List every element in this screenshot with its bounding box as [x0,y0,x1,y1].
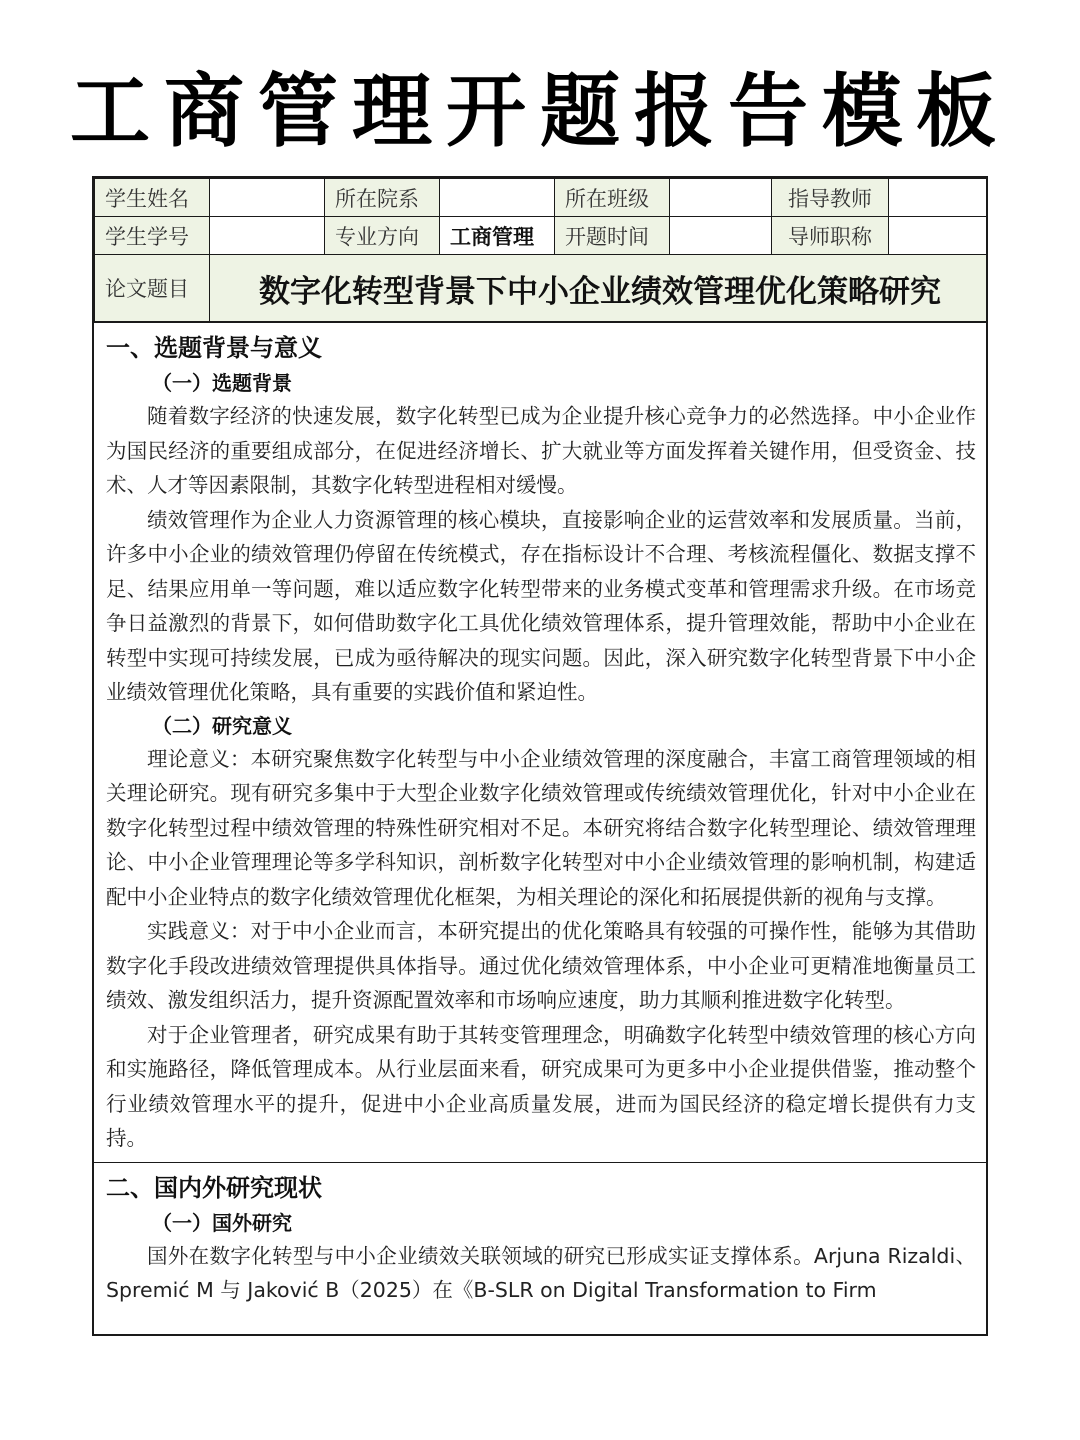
college-label: 所在院系 [325,179,440,217]
paragraph: 国外在数字化转型与中小企业绩效关联领域的研究已形成实证支撑体系。Arjuna Rizaldi、Spremić M 与 Jaković B（2025）在《B-SLR on Digital Transformation to Firm [106,1243,976,1302]
advisor-label: 指导教师 [772,179,889,217]
paragraph: 绩效管理作为企业人力资源管理的核心模块，直接影响企业的运营效率和发展质量。当前，许多中小企业的绩效管理仍停留在传统模式，存在指标设计不合理、考核流程僵化、数据支撑不足、结果应用单一等问题，难以适应数字化转型带来的业务模式变革和管理需求升级。在市场竞争日益激烈的背景下，如何借助数字化工具优化绩效管理体系，提升管理效能，帮助中小企业在转型中实现可持续发展，已成为亟待解决的现实问题。因此，深入研究数字化转型背景下中小企业绩效管理优化策略，具有重要的实践价值和紧迫性。 [106,507,976,704]
info-table [94,178,988,322]
class-label: 所在班级 [555,179,670,217]
page-title: 工商管理开题报告模板 [70,65,1010,158]
thesis-row [95,255,989,322]
paragraph: 对于企业管理者，研究成果有助于其转变管理理念，明确数字化转型中绩效管理的核心方向和实施路径，降低管理成本。从行业层面来看，研究成果可为更多中小企业提供借鉴，推动整个行业绩效管理水平的提升，促进中小企业高质量发展，进而为国民经济的稳定增长提供有力支持。 [106,1022,976,1150]
date-label: 开题时间 [555,217,670,255]
date-field[interactable] [670,217,772,255]
advisor-title-label: 导师职称 [772,217,889,255]
section-title: 二、国内外研究现状 [106,1173,322,1202]
report-form [92,176,988,1336]
student-name-field[interactable] [210,179,325,217]
college-field[interactable] [440,179,555,217]
class-field[interactable] [670,179,772,217]
thesis-label: 论文题目 [95,255,210,322]
paragraph: 实践意义：对于中小企业而言，本研究提出的优化策略具有较强的可操作性，能够为其借助数字化手段改进绩效管理提供具体指导。通过优化绩效管理体系，中小企业可更精准地衡量员工绩效、激发组织活力，提升资源配置效率和市场响应速度，助力其顺利推进数字化转型。 [106,919,976,1012]
major-field[interactable]: 工商管理 [440,217,555,255]
section-research-status [94,1162,986,1308]
thesis-title[interactable]: 数字化转型背景下中小企业绩效管理优化策略研究 [210,255,989,322]
major-label: 专业方向 [325,217,440,255]
info-row-1 [95,179,989,217]
student-id-field[interactable] [210,217,325,255]
advisor-title-field[interactable] [889,217,989,255]
subsection-title: （一）国外研究 [152,1210,292,1235]
student-id-label: 学生学号 [95,217,210,255]
info-row-2 [95,217,989,255]
advisor-field[interactable] [889,179,989,217]
paragraph: 理论意义：本研究聚焦数字化转型与中小企业绩效管理的深度融合，丰富工商管理领域的相关理论研究。现有研究多集中于大型企业数字化绩效管理或传统绩效管理优化，针对中小企业在数字化转型过程中绩效管理的特殊性研究相对不足。本研究将结合数字化转型理论、绩效管理理论、中小企业管理理论等多学科知识，剖析数字化转型对中小企业绩效管理的影响机制，构建适配中小企业特点的数字化绩效管理优化框架，为相关理论的深化和拓展提供新的视角与支撑。 [106,746,976,909]
section-title: 一、选题背景与意义 [106,334,322,362]
section-background [94,322,986,1156]
subsection-title: （一）选题背景 [152,371,292,395]
student-name-label: 学生姓名 [95,179,210,217]
subsection-title: （二）研究意义 [152,713,292,738]
paragraph: 随着数字经济的快速发展，数字化转型已成为企业提升核心竞争力的必然选择。中小企业作为国民经济的重要组成部分，在促进经济增长、扩大就业等方面发挥着关键作用，但受资金、技术、人才等因素限制，其数字化转型进程相对缓慢。 [106,404,976,497]
